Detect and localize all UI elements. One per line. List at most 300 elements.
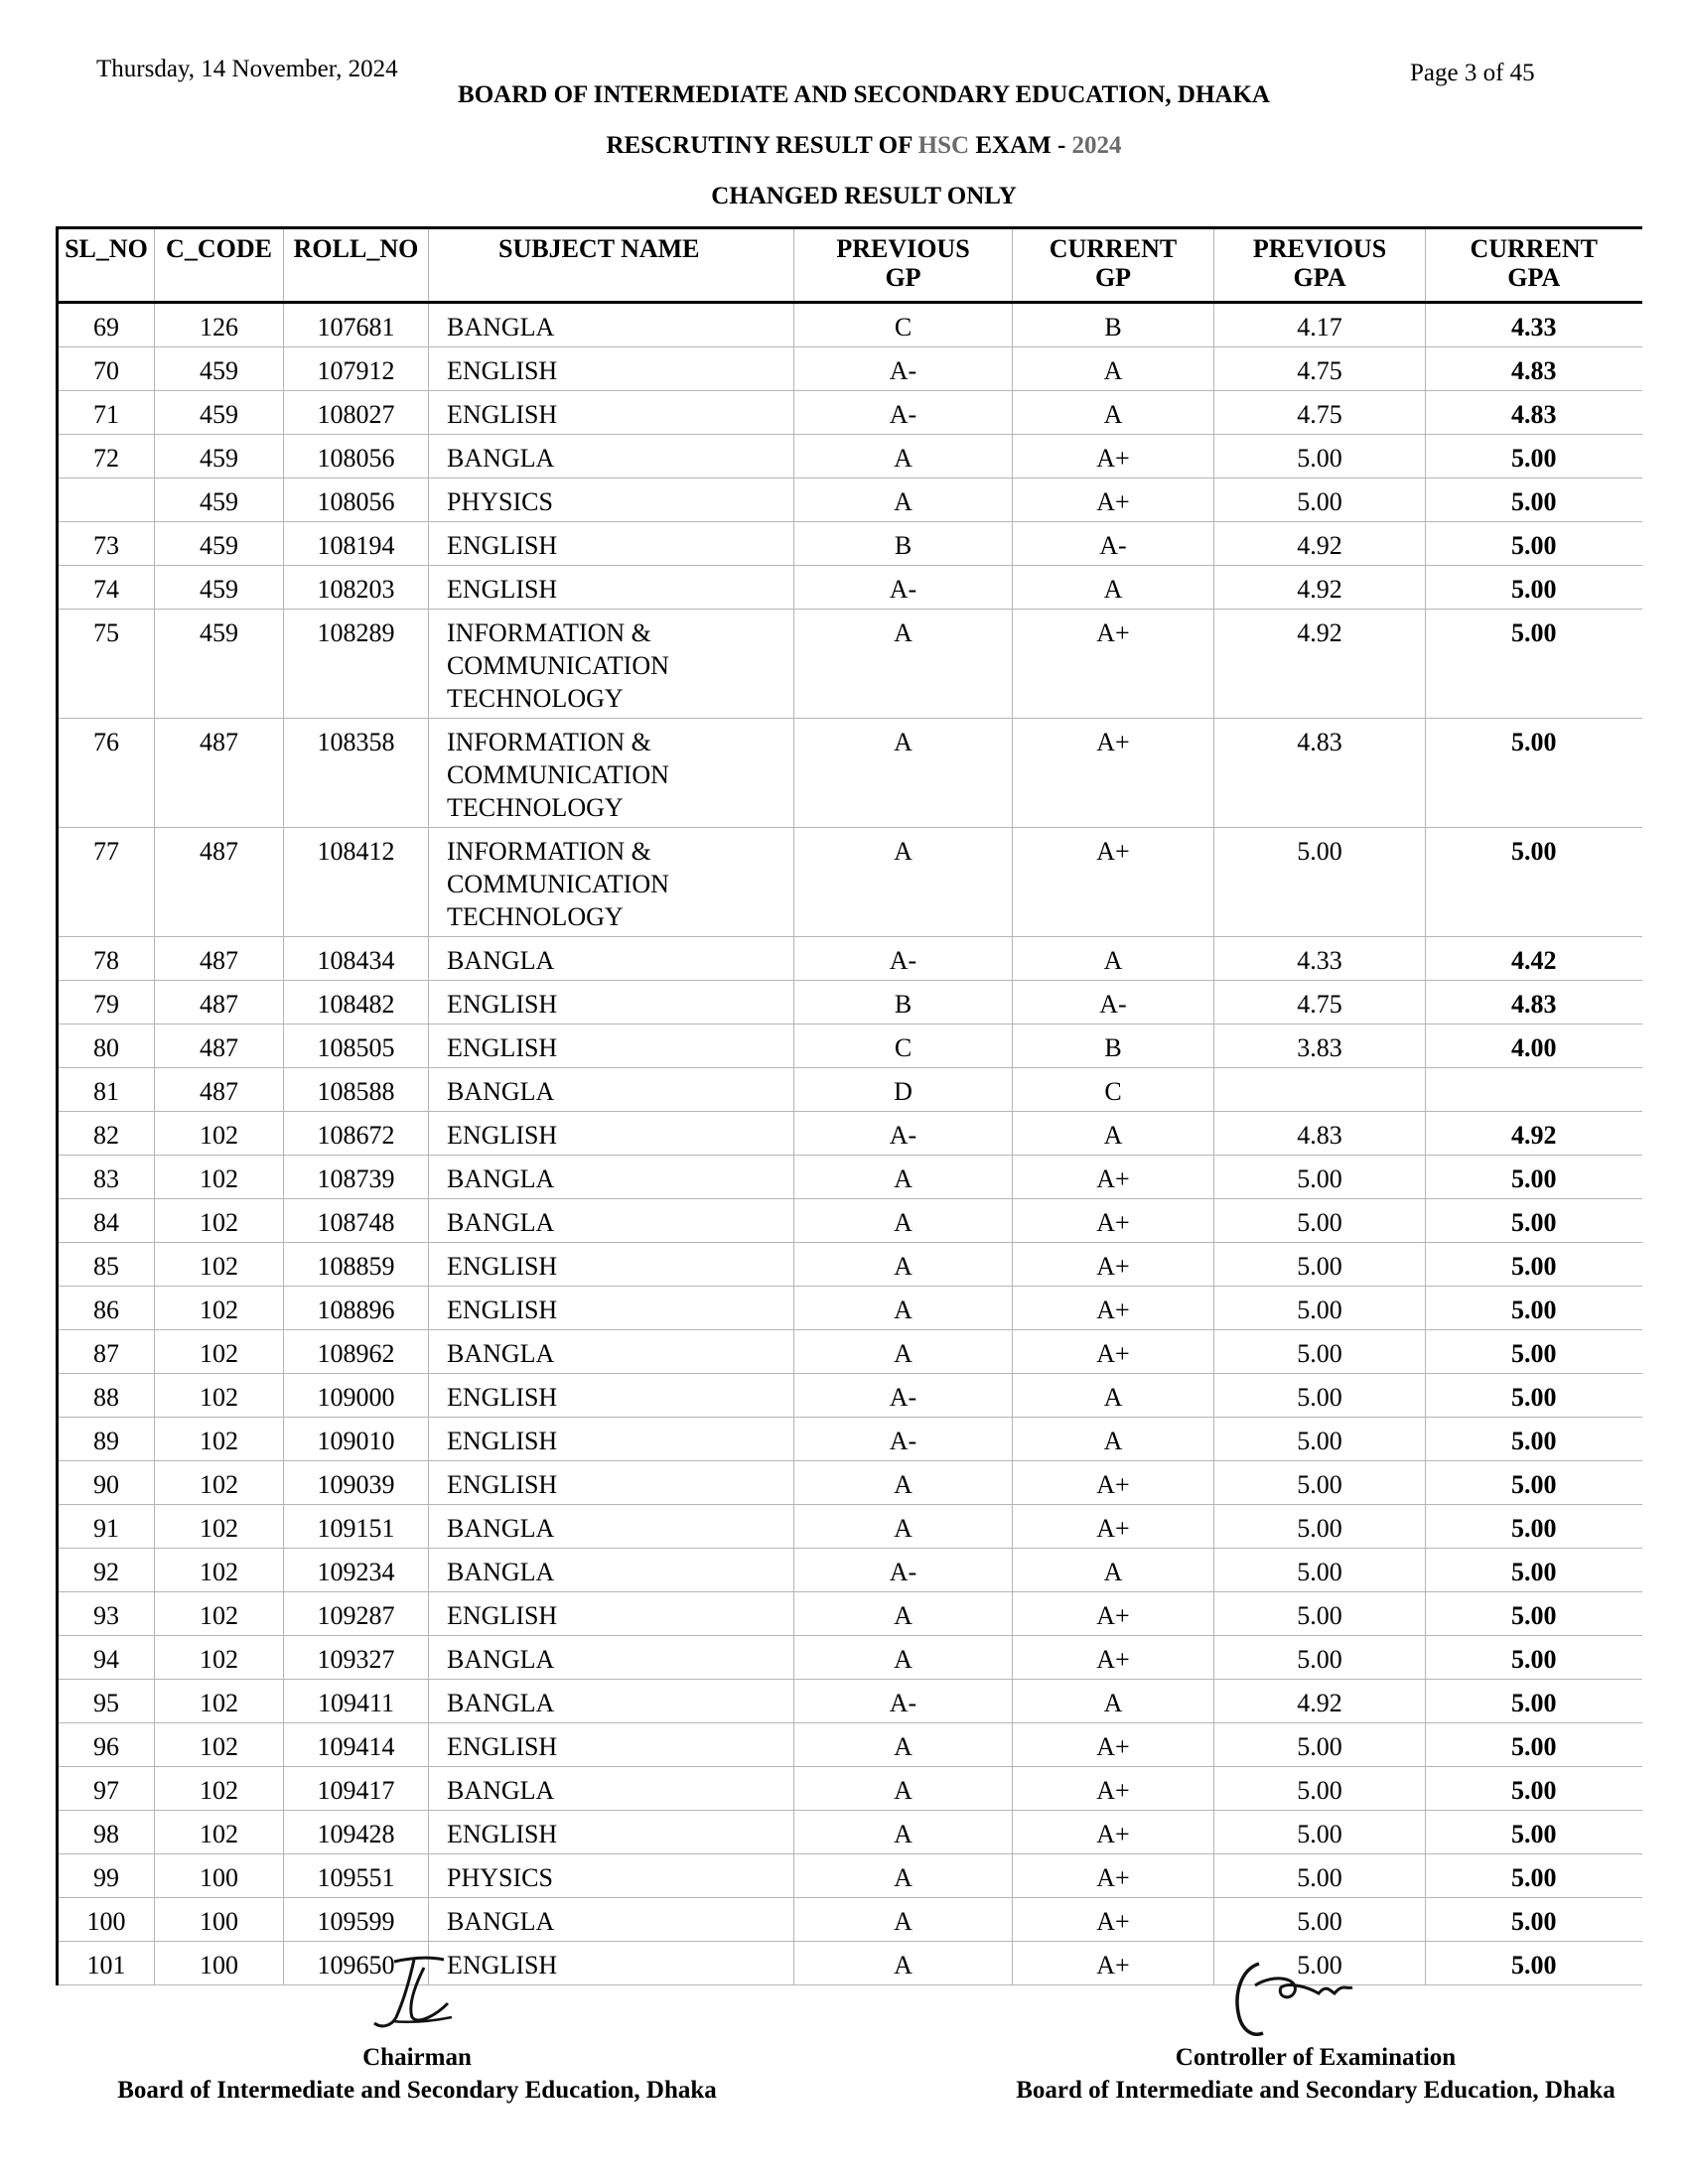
current-gp-cell: A+	[1013, 719, 1214, 828]
subject-cell: BANGLA	[429, 1330, 794, 1374]
result-table	[56, 226, 1642, 1985]
current-gp-cell: A+	[1013, 1505, 1214, 1549]
previous-gpa-cell: 5.00	[1214, 435, 1426, 478]
roll-no-cell: 108672	[284, 1112, 429, 1156]
table-row	[58, 937, 1642, 981]
sl-no-cell: 82	[58, 1112, 155, 1156]
previous-gpa-cell	[1214, 1068, 1426, 1112]
previous-gp-cell: A-	[794, 1680, 1013, 1723]
current-gpa-cell: 5.00	[1426, 1418, 1642, 1461]
roll-no-cell: 108739	[284, 1156, 429, 1199]
current-gpa-cell: 5.00	[1426, 1723, 1642, 1767]
previous-gp-cell: A-	[794, 1112, 1013, 1156]
previous-gpa-cell: 5.00	[1214, 1199, 1426, 1243]
previous-gpa-cell: 4.75	[1214, 391, 1426, 435]
table-header-row	[58, 228, 1642, 303]
current-gpa-cell: 5.00	[1426, 610, 1642, 719]
current-gpa-cell: 5.00	[1426, 522, 1642, 566]
current-gpa-cell: 5.00	[1426, 1636, 1642, 1680]
c-code-cell: 102	[155, 1461, 284, 1505]
subject-cell: ENGLISH	[429, 1461, 794, 1505]
previous-gp-cell: A-	[794, 566, 1013, 610]
c-code-cell: 487	[155, 719, 284, 828]
current-gpa-cell: 5.00	[1426, 1461, 1642, 1505]
table-row	[58, 435, 1642, 478]
current-gp-cell: A+	[1013, 1636, 1214, 1680]
sl-no-cell: 94	[58, 1636, 155, 1680]
current-gpa-cell: 4.92	[1426, 1112, 1642, 1156]
previous-gpa-cell: 4.33	[1214, 937, 1426, 981]
exam-name: HSC	[917, 132, 970, 159]
column-header	[155, 228, 284, 303]
current-gpa-cell: 5.00	[1426, 1767, 1642, 1811]
current-gp-cell: A+	[1013, 828, 1214, 937]
current-gp-cell: A	[1013, 1680, 1214, 1723]
c-code-cell: 102	[155, 1680, 284, 1723]
roll-no-cell: 108482	[284, 981, 429, 1024]
previous-gp-cell: A	[794, 478, 1013, 522]
sl-no-cell: 86	[58, 1287, 155, 1330]
c-code-cell: 100	[155, 1898, 284, 1942]
current-gp-cell: A+	[1013, 478, 1214, 522]
sl-no-cell: 77	[58, 828, 155, 937]
sl-no-cell: 90	[58, 1461, 155, 1505]
current-gpa-cell: 5.00	[1426, 1243, 1642, 1287]
table-row	[58, 1199, 1642, 1243]
subject-cell: ENGLISH	[429, 1942, 794, 1985]
subject-cell: BANGLA	[429, 1767, 794, 1811]
table-body	[58, 303, 1642, 1985]
table-row	[58, 1811, 1642, 1854]
previous-gp-cell: A	[794, 1811, 1013, 1854]
c-code-cell: 487	[155, 828, 284, 937]
roll-no-cell: 109551	[284, 1854, 429, 1898]
current-gpa-cell: 5.00	[1426, 1942, 1642, 1985]
subject-cell: ENGLISH	[429, 1592, 794, 1636]
c-code-cell: 487	[155, 937, 284, 981]
c-code-cell: 102	[155, 1330, 284, 1374]
previous-gp-cell: A	[794, 1505, 1013, 1549]
column-header	[1426, 228, 1642, 303]
c-code-cell: 459	[155, 522, 284, 566]
column-header-line: SUBJECT NAME	[498, 234, 700, 263]
sl-no-cell: 101	[58, 1942, 155, 1985]
subject-cell: INFORMATION & COMMUNICATION TECHNOLOGY	[429, 719, 794, 828]
table-row	[58, 981, 1642, 1024]
table-row	[58, 1767, 1642, 1811]
subject-cell: INFORMATION & COMMUNICATION TECHNOLOGY	[429, 828, 794, 937]
previous-gp-cell: A-	[794, 937, 1013, 981]
previous-gp-cell: D	[794, 1068, 1013, 1112]
current-gp-cell: A-	[1013, 981, 1214, 1024]
previous-gp-cell: A	[794, 1287, 1013, 1330]
roll-no-cell: 108194	[284, 522, 429, 566]
result-subtitle: CHANGED RESULT ONLY	[711, 183, 1017, 209]
previous-gpa-cell: 5.00	[1214, 1636, 1426, 1680]
current-gpa-cell: 5.00	[1426, 1505, 1642, 1549]
table-row	[58, 566, 1642, 610]
previous-gp-cell: A-	[794, 391, 1013, 435]
roll-no-cell: 109650	[284, 1942, 429, 1985]
column-header	[1013, 228, 1214, 303]
roll-no-cell: 109428	[284, 1811, 429, 1854]
previous-gp-cell: A	[794, 1156, 1013, 1199]
chairman-block	[60, 2041, 774, 2107]
c-code-cell: 102	[155, 1287, 284, 1330]
table-row	[58, 522, 1642, 566]
sl-no-cell: 75	[58, 610, 155, 719]
sl-no-cell: 95	[58, 1680, 155, 1723]
roll-no-cell: 108027	[284, 391, 429, 435]
c-code-cell: 102	[155, 1723, 284, 1767]
previous-gp-cell: A	[794, 1723, 1013, 1767]
subject-cell: ENGLISH	[429, 391, 794, 435]
table-row	[58, 1898, 1642, 1942]
previous-gp-cell: A	[794, 1767, 1013, 1811]
column-header	[58, 228, 155, 303]
current-gp-cell: C	[1013, 1068, 1214, 1112]
sl-no-cell: 76	[58, 719, 155, 828]
previous-gp-cell: B	[794, 981, 1013, 1024]
current-gp-cell: A	[1013, 566, 1214, 610]
current-gpa-cell: 4.42	[1426, 937, 1642, 981]
roll-no-cell: 109000	[284, 1374, 429, 1418]
subject-cell: PHYSICS	[429, 478, 794, 522]
subject-cell: ENGLISH	[429, 1374, 794, 1418]
current-gp-cell: A+	[1013, 1854, 1214, 1898]
current-gp-cell: B	[1013, 303, 1214, 347]
column-header	[794, 228, 1013, 303]
c-code-cell: 102	[155, 1418, 284, 1461]
column-header-line: CURRENT	[1049, 234, 1178, 263]
c-code-cell: 487	[155, 981, 284, 1024]
sl-no-cell: 85	[58, 1243, 155, 1287]
previous-gpa-cell: 4.92	[1214, 610, 1426, 719]
previous-gpa-cell: 5.00	[1214, 1243, 1426, 1287]
roll-no-cell: 109010	[284, 1418, 429, 1461]
previous-gp-cell: A	[794, 828, 1013, 937]
current-gpa-cell: 4.83	[1426, 347, 1642, 391]
current-gp-cell: A+	[1013, 1199, 1214, 1243]
subject-cell: BANGLA	[429, 937, 794, 981]
roll-no-cell: 107681	[284, 303, 429, 347]
subject-cell: BANGLA	[429, 1505, 794, 1549]
current-gpa-cell: 5.00	[1426, 1287, 1642, 1330]
roll-no-cell: 108358	[284, 719, 429, 828]
table-row	[58, 1636, 1642, 1680]
previous-gp-cell: C	[794, 1024, 1013, 1068]
sl-no-cell: 81	[58, 1068, 155, 1112]
roll-no-cell: 109417	[284, 1767, 429, 1811]
roll-no-cell: 109039	[284, 1461, 429, 1505]
table-row	[58, 1374, 1642, 1418]
c-code-cell: 459	[155, 478, 284, 522]
sl-no-cell: 91	[58, 1505, 155, 1549]
board-name: BOARD OF INTERMEDIATE AND SECONDARY EDUCATION, DHAKA	[458, 81, 1270, 108]
exam-year: 2024	[1071, 132, 1122, 159]
current-gp-cell: A	[1013, 1418, 1214, 1461]
current-gpa-cell: 4.00	[1426, 1024, 1642, 1068]
c-code-cell: 487	[155, 1024, 284, 1068]
roll-no-cell: 108962	[284, 1330, 429, 1374]
roll-no-cell: 108412	[284, 828, 429, 937]
title-mid: EXAM -	[969, 132, 1072, 159]
current-gpa-cell: 5.00	[1426, 1156, 1642, 1199]
page-number: Page 3 of 45	[1410, 60, 1535, 86]
roll-no-cell: 108748	[284, 1199, 429, 1243]
table-row	[58, 1112, 1642, 1156]
previous-gpa-cell: 5.00	[1214, 1898, 1426, 1942]
subject-cell: BANGLA	[429, 1636, 794, 1680]
sl-no-cell: 78	[58, 937, 155, 981]
roll-no-cell: 108289	[284, 610, 429, 719]
subject-cell: ENGLISH	[429, 1112, 794, 1156]
roll-no-cell: 109287	[284, 1592, 429, 1636]
current-gpa-cell: 5.00	[1426, 478, 1642, 522]
previous-gp-cell: A	[794, 1898, 1013, 1942]
sl-no-cell: 80	[58, 1024, 155, 1068]
previous-gp-cell: A-	[794, 1374, 1013, 1418]
table-row	[58, 1024, 1642, 1068]
current-gp-cell: A+	[1013, 1723, 1214, 1767]
previous-gp-cell: A	[794, 1243, 1013, 1287]
previous-gp-cell: B	[794, 522, 1013, 566]
previous-gpa-cell: 3.83	[1214, 1024, 1426, 1068]
current-gpa-cell: 5.00	[1426, 828, 1642, 937]
previous-gpa-cell: 4.92	[1214, 566, 1426, 610]
current-gpa-cell: 5.00	[1426, 1374, 1642, 1418]
roll-no-cell: 109151	[284, 1505, 429, 1549]
sl-no-cell: 99	[58, 1854, 155, 1898]
subject-cell: ENGLISH	[429, 1287, 794, 1330]
sl-no-cell: 71	[58, 391, 155, 435]
controller-org: Board of Intermediate and Secondary Education, Dhaka	[1016, 2077, 1616, 2104]
subject-cell: ENGLISH	[429, 1243, 794, 1287]
chairman-role: Chairman	[362, 2044, 472, 2071]
current-gp-cell: A	[1013, 1112, 1214, 1156]
table-row	[58, 391, 1642, 435]
c-code-cell: 102	[155, 1767, 284, 1811]
previous-gp-cell: C	[794, 303, 1013, 347]
table-row	[58, 1243, 1642, 1287]
current-gpa-cell: 5.00	[1426, 1592, 1642, 1636]
c-code-cell: 487	[155, 1068, 284, 1112]
column-header-line: ROLL_NO	[293, 234, 419, 263]
subject-cell: ENGLISH	[429, 347, 794, 391]
subject-cell: BANGLA	[429, 1156, 794, 1199]
table-row	[58, 1505, 1642, 1549]
roll-no-cell: 108434	[284, 937, 429, 981]
current-gpa-cell: 5.00	[1426, 1199, 1642, 1243]
c-code-cell: 100	[155, 1942, 284, 1985]
previous-gpa-cell: 4.75	[1214, 347, 1426, 391]
previous-gpa-cell: 5.00	[1214, 1330, 1426, 1374]
previous-gpa-cell: 4.92	[1214, 522, 1426, 566]
c-code-cell: 459	[155, 610, 284, 719]
current-gp-cell: A+	[1013, 435, 1214, 478]
previous-gpa-cell: 5.00	[1214, 1811, 1426, 1854]
sl-no-cell: 97	[58, 1767, 155, 1811]
table-row	[58, 303, 1642, 347]
column-header-line: PREVIOUS	[836, 234, 970, 263]
current-gp-cell: B	[1013, 1024, 1214, 1068]
roll-no-cell: 107912	[284, 347, 429, 391]
previous-gpa-cell: 5.00	[1214, 1287, 1426, 1330]
sl-no-cell: 98	[58, 1811, 155, 1854]
subject-cell: BANGLA	[429, 435, 794, 478]
current-gpa-cell: 5.00	[1426, 435, 1642, 478]
sl-no-cell: 70	[58, 347, 155, 391]
subject-cell: ENGLISH	[429, 1723, 794, 1767]
c-code-cell: 459	[155, 566, 284, 610]
column-header	[284, 228, 429, 303]
table-row	[58, 1156, 1642, 1199]
chairman-org: Board of Intermediate and Secondary Education, Dhaka	[117, 2077, 717, 2104]
c-code-cell: 102	[155, 1811, 284, 1854]
current-gp-cell: A	[1013, 1374, 1214, 1418]
sl-no-cell: 83	[58, 1156, 155, 1199]
current-gpa-cell: 5.00	[1426, 1549, 1642, 1592]
current-gp-cell: A+	[1013, 1592, 1214, 1636]
table-row	[58, 1854, 1642, 1898]
previous-gpa-cell: 5.00	[1214, 1374, 1426, 1418]
previous-gp-cell: A-	[794, 1418, 1013, 1461]
sl-no-cell: 84	[58, 1199, 155, 1243]
roll-no-cell: 108203	[284, 566, 429, 610]
table-row	[58, 1068, 1642, 1112]
table-row	[58, 1942, 1642, 1985]
previous-gpa-cell: 5.00	[1214, 1592, 1426, 1636]
previous-gp-cell: A	[794, 719, 1013, 828]
current-gp-cell: A+	[1013, 1243, 1214, 1287]
previous-gpa-cell: 4.83	[1214, 1112, 1426, 1156]
current-gp-cell: A	[1013, 937, 1214, 981]
c-code-cell: 102	[155, 1505, 284, 1549]
previous-gpa-cell: 5.00	[1214, 1723, 1426, 1767]
previous-gp-cell: A	[794, 1854, 1013, 1898]
column-header	[429, 228, 794, 303]
previous-gpa-cell: 5.00	[1214, 478, 1426, 522]
sl-no-cell: 93	[58, 1592, 155, 1636]
c-code-cell: 102	[155, 1549, 284, 1592]
current-gpa-cell: 4.33	[1426, 303, 1642, 347]
previous-gp-cell: A	[794, 1461, 1013, 1505]
subject-cell: ENGLISH	[429, 981, 794, 1024]
sl-no-cell: 74	[58, 566, 155, 610]
previous-gpa-cell: 5.00	[1214, 1461, 1426, 1505]
c-code-cell: 459	[155, 347, 284, 391]
previous-gpa-cell: 5.00	[1214, 1505, 1426, 1549]
previous-gp-cell: A	[794, 1636, 1013, 1680]
c-code-cell: 102	[155, 1243, 284, 1287]
result-title	[0, 132, 1688, 160]
current-gp-cell: A+	[1013, 1898, 1214, 1942]
current-gpa-cell: 5.00	[1426, 1854, 1642, 1898]
c-code-cell: 102	[155, 1592, 284, 1636]
table-row	[58, 719, 1642, 828]
current-gp-cell: A	[1013, 391, 1214, 435]
current-gp-cell: A	[1013, 1549, 1214, 1592]
table-row	[58, 347, 1642, 391]
current-gpa-cell: 4.83	[1426, 391, 1642, 435]
table-row	[58, 1418, 1642, 1461]
column-header-line: SL_NO	[65, 234, 148, 263]
controller-block	[938, 2041, 1688, 2107]
roll-no-cell: 108056	[284, 435, 429, 478]
subject-cell: BANGLA	[429, 1549, 794, 1592]
current-gp-cell: A+	[1013, 1287, 1214, 1330]
previous-gp-cell: A-	[794, 347, 1013, 391]
current-gpa-cell	[1426, 1068, 1642, 1112]
title-prefix: RESCRUTINY RESULT OF	[606, 132, 918, 159]
current-gp-cell: A+	[1013, 1461, 1214, 1505]
column-header-line: CURRENT	[1470, 234, 1599, 263]
controller-role: Controller of Examination	[1175, 2044, 1457, 2071]
roll-no-cell: 109599	[284, 1898, 429, 1942]
previous-gpa-cell: 5.00	[1214, 1942, 1426, 1985]
chairman-signature	[352, 1954, 462, 2033]
print-date: Thursday, 14 November, 2024	[96, 56, 398, 82]
column-header-line: GP	[1094, 263, 1132, 292]
current-gp-cell: A	[1013, 347, 1214, 391]
previous-gpa-cell: 4.92	[1214, 1680, 1426, 1723]
roll-no-cell: 108588	[284, 1068, 429, 1112]
current-gp-cell: A-	[1013, 522, 1214, 566]
roll-no-cell: 108859	[284, 1243, 429, 1287]
previous-gpa-cell: 5.00	[1214, 828, 1426, 937]
previous-gpa-cell: 4.83	[1214, 719, 1426, 828]
current-gp-cell: A+	[1013, 1942, 1214, 1985]
sl-no-cell: 92	[58, 1549, 155, 1592]
sl-no-cell: 100	[58, 1898, 155, 1942]
previous-gpa-cell: 4.75	[1214, 981, 1426, 1024]
previous-gpa-cell: 5.00	[1214, 1854, 1426, 1898]
column-header-line: GP	[885, 263, 921, 292]
table-row	[58, 1461, 1642, 1505]
c-code-cell: 102	[155, 1112, 284, 1156]
table-row	[58, 610, 1642, 719]
roll-no-cell: 109234	[284, 1549, 429, 1592]
current-gp-cell: A+	[1013, 1156, 1214, 1199]
table-row	[58, 828, 1642, 937]
table-row	[58, 1680, 1642, 1723]
previous-gpa-cell: 4.17	[1214, 303, 1426, 347]
subject-cell: BANGLA	[429, 303, 794, 347]
previous-gp-cell: A-	[794, 1549, 1013, 1592]
table-row	[58, 478, 1642, 522]
roll-no-cell: 109327	[284, 1636, 429, 1680]
roll-no-cell: 108056	[284, 478, 429, 522]
previous-gp-cell: A	[794, 435, 1013, 478]
roll-no-cell: 108896	[284, 1287, 429, 1330]
subject-cell: ENGLISH	[429, 1811, 794, 1854]
current-gpa-cell: 5.00	[1426, 1811, 1642, 1854]
current-gpa-cell: 5.00	[1426, 1898, 1642, 1942]
subject-cell: BANGLA	[429, 1680, 794, 1723]
sl-no-cell: 89	[58, 1418, 155, 1461]
current-gpa-cell: 5.00	[1426, 1330, 1642, 1374]
current-gpa-cell: 5.00	[1426, 719, 1642, 828]
previous-gp-cell: A	[794, 1330, 1013, 1374]
current-gp-cell: A+	[1013, 610, 1214, 719]
current-gpa-cell: 5.00	[1426, 566, 1642, 610]
column-header-line: C_CODE	[166, 234, 272, 263]
table-row	[58, 1723, 1642, 1767]
column-header-line: PREVIOUS	[1252, 234, 1387, 263]
sl-no-cell: 79	[58, 981, 155, 1024]
subject-cell: ENGLISH	[429, 1418, 794, 1461]
sl-no-cell: 72	[58, 435, 155, 478]
